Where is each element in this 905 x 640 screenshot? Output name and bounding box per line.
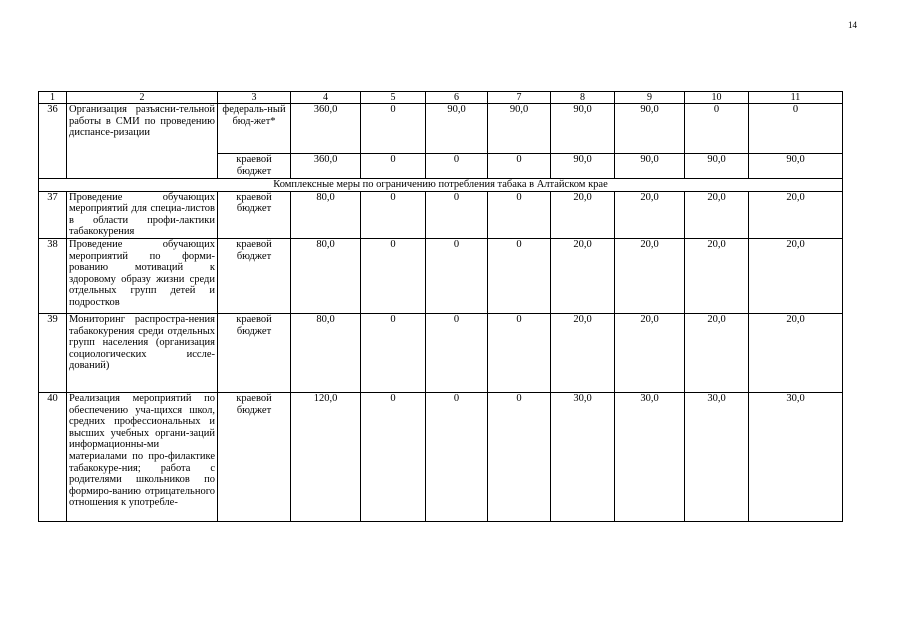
amount-cell: 30,0 [551, 392, 615, 521]
row-number: 37 [39, 191, 67, 238]
table-row [39, 191, 843, 238]
amount-cell: 360,0 [291, 154, 361, 179]
amount-cell: 20,0 [551, 313, 615, 392]
amount-cell: 20,0 [749, 238, 843, 313]
amount-cell: 0 [488, 191, 551, 238]
funding-source: краевой бюджет [218, 154, 291, 179]
amount-cell: 90,0 [749, 154, 843, 179]
section-row [39, 179, 843, 192]
amount-cell: 30,0 [685, 392, 749, 521]
amount-cell: 90,0 [488, 104, 551, 154]
table-row [39, 392, 843, 521]
amount-cell: 0 [426, 191, 488, 238]
row-number: 39 [39, 313, 67, 392]
amount-cell: 90,0 [615, 154, 685, 179]
amount-cell: 0 [488, 313, 551, 392]
budget-table [38, 91, 843, 522]
amount-cell: 80,0 [291, 238, 361, 313]
amount-cell: 20,0 [551, 238, 615, 313]
amount-cell: 20,0 [615, 191, 685, 238]
header-cell: 3 [218, 92, 291, 104]
amount-cell: 0 [361, 238, 426, 313]
table-row [39, 238, 843, 313]
activity-description: Мониторинг распростра-нения табакокурения среди отдельных групп населения (организация социологических иссле-дований) [67, 313, 218, 392]
amount-cell: 360,0 [291, 104, 361, 154]
header-cell: 10 [685, 92, 749, 104]
page-number: 14 [848, 20, 857, 30]
activity-description: Реализация мероприятий по обеспечению уча-щихся школ, средних профессиональных и высших учебных органи-заций информационны-ми материалами по про-филактике табакокуре-ния; работа с родителями школьников по формиро-ванию отрицательного отношения к употребле- [67, 392, 218, 521]
funding-source: федераль-ный бюд-жет* [218, 104, 291, 154]
header-cell: 8 [551, 92, 615, 104]
amount-cell: 0 [361, 154, 426, 179]
amount-cell: 0 [361, 313, 426, 392]
activity-description: Проведение обучающих мероприятий для специа-листов в области профи-лактики табакокурения [67, 191, 218, 238]
section-title: Комплексные меры по ограничению потребления табака в Алтайском крае [39, 179, 843, 192]
header-row [39, 92, 843, 104]
amount-cell: 30,0 [749, 392, 843, 521]
amount-cell: 90,0 [551, 104, 615, 154]
amount-cell: 80,0 [291, 313, 361, 392]
amount-cell: 0 [685, 104, 749, 154]
header-cell: 4 [291, 92, 361, 104]
amount-cell: 0 [361, 191, 426, 238]
header-cell: 5 [361, 92, 426, 104]
amount-cell: 0 [361, 104, 426, 154]
row-number: 36 [39, 104, 67, 179]
amount-cell: 30,0 [615, 392, 685, 521]
funding-source: краевой бюджет [218, 238, 291, 313]
amount-cell: 20,0 [615, 238, 685, 313]
activity-description: Организация разъясни-тельной работы в СМИ по проведению диспансе-ризации [67, 104, 218, 179]
amount-cell: 0 [426, 313, 488, 392]
header-cell: 6 [426, 92, 488, 104]
table-row [39, 104, 843, 154]
amount-cell: 0 [749, 104, 843, 154]
amount-cell: 0 [426, 154, 488, 179]
amount-cell: 0 [426, 392, 488, 521]
amount-cell: 20,0 [615, 313, 685, 392]
activity-description: Проведение обучающих мероприятий по форми-рованию мотиваций к здоровому образу жизни среди отдельных групп детей и подростков [67, 238, 218, 313]
amount-cell: 90,0 [551, 154, 615, 179]
header-cell: 11 [749, 92, 843, 104]
amount-cell: 0 [488, 154, 551, 179]
amount-cell: 20,0 [685, 191, 749, 238]
amount-cell: 20,0 [685, 313, 749, 392]
amount-cell: 0 [426, 238, 488, 313]
amount-cell: 80,0 [291, 191, 361, 238]
header-cell: 2 [67, 92, 218, 104]
header-cell: 9 [615, 92, 685, 104]
row-number: 40 [39, 392, 67, 521]
funding-source: краевой бюджет [218, 392, 291, 521]
amount-cell: 90,0 [615, 104, 685, 154]
table-row [39, 313, 843, 392]
amount-cell: 20,0 [551, 191, 615, 238]
funding-source: краевой бюджет [218, 313, 291, 392]
amount-cell: 120,0 [291, 392, 361, 521]
header-cell: 7 [488, 92, 551, 104]
header-cell: 1 [39, 92, 67, 104]
amount-cell: 90,0 [426, 104, 488, 154]
amount-cell: 0 [361, 392, 426, 521]
amount-cell: 0 [488, 392, 551, 521]
amount-cell: 90,0 [685, 154, 749, 179]
row-number: 38 [39, 238, 67, 313]
amount-cell: 20,0 [749, 313, 843, 392]
amount-cell: 20,0 [685, 238, 749, 313]
funding-source: краевой бюджет [218, 191, 291, 238]
amount-cell: 20,0 [749, 191, 843, 238]
amount-cell: 0 [488, 238, 551, 313]
